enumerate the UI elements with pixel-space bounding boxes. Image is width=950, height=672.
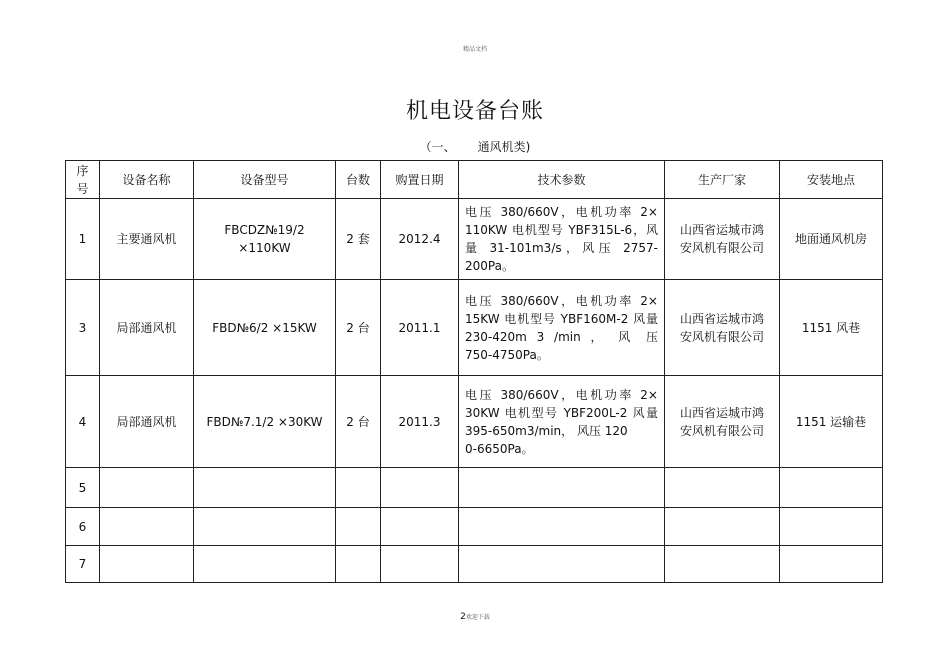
cell-serial: 6: [66, 508, 100, 546]
table-row: [66, 280, 883, 376]
cell-empty: [780, 468, 883, 508]
section-title: [0, 138, 950, 155]
maker-line: 安风机有限公司: [679, 423, 764, 438]
cell-empty: [381, 508, 459, 546]
cell-location: 地面通风机房: [780, 199, 883, 280]
section-index: （一、: [419, 140, 456, 154]
column-header-qty: 台数: [336, 161, 381, 199]
page-footer: [0, 612, 950, 622]
section-name: 通风机类): [477, 140, 531, 154]
cell-empty: [665, 546, 780, 583]
cell-tech: [459, 199, 665, 280]
table-row: [66, 199, 883, 280]
cell-qty: 2 台: [336, 376, 381, 468]
cell-serial: 7: [66, 546, 100, 583]
column-header-serial-line: 序: [76, 163, 89, 178]
cell-empty: [100, 546, 194, 583]
table-row: [66, 546, 883, 583]
tech-line: 电压 380/660V，电机功率 2×: [465, 387, 658, 402]
cell-empty: [459, 546, 665, 583]
cell-empty: [381, 468, 459, 508]
cell-empty: [780, 546, 883, 583]
tech-line: 电压 380/660V，电机功率 2×: [465, 293, 658, 308]
cell-empty: [665, 468, 780, 508]
cell-empty: [665, 508, 780, 546]
tech-line: 量 31-101m3/s，风压 2757-200Pa。: [465, 241, 658, 273]
cell-serial: 5: [66, 468, 100, 508]
cell-qty: 2 台: [336, 280, 381, 376]
column-header-maker: 生产厂家: [665, 161, 780, 199]
cell-date: 2011.3: [381, 376, 459, 468]
cell-maker: [665, 199, 780, 280]
cell-maker: [665, 280, 780, 376]
cell-name: 局部通风机: [100, 280, 194, 376]
cell-maker: [665, 376, 780, 468]
cell-serial: 4: [66, 376, 100, 468]
column-header-location: 安装地点: [780, 161, 883, 199]
table-row: [66, 508, 883, 546]
cell-model: FBD№7.1/2 ×30KW: [194, 376, 336, 468]
cell-empty: [194, 508, 336, 546]
column-header-serial-line: 号: [76, 181, 89, 196]
maker-line: 山西省运城市鸿: [679, 405, 764, 420]
cell-name: 主要通风机: [100, 199, 194, 280]
cell-empty: [194, 546, 336, 583]
tech-line: 0-6650Pa。: [465, 441, 534, 456]
tech-line: 30KW 电机型号 YBF200L-2 风量: [465, 405, 658, 420]
cell-date: 2012.4: [381, 199, 459, 280]
maker-line: 山西省运城市鸿: [679, 311, 764, 326]
cell-model: FBD№6/2 ×15KW: [194, 280, 336, 376]
cell-qty: 2 套: [336, 199, 381, 280]
cell-tech: [459, 376, 665, 468]
cell-empty: [100, 508, 194, 546]
tech-line: 110KW 电机型号 YBF315L-6，风: [465, 223, 658, 237]
cell-empty: [780, 508, 883, 546]
cell-empty: [336, 508, 381, 546]
cell-empty: [194, 468, 336, 508]
table-row: [66, 468, 883, 508]
header-note: 精品文档: [462, 46, 487, 53]
footer-note: 欢迎下载: [465, 614, 490, 621]
cell-serial: 3: [66, 280, 100, 376]
tech-line: 15KW 电机型号 YBF160M-2 风量: [465, 311, 658, 326]
cell-empty: [336, 468, 381, 508]
page-number: 2: [460, 612, 466, 622]
equipment-ledger-table: [65, 160, 883, 583]
column-header-tech: 技术参数: [459, 161, 665, 199]
maker-line: 山西省运城市鸿: [679, 223, 764, 237]
table-row: [66, 376, 883, 468]
tech-line: 395-650m3/min， 风压 120: [465, 423, 628, 438]
cell-location: 1151 风巷: [780, 280, 883, 376]
cell-model: FBCDZ№19/2 ×110KW: [194, 199, 336, 280]
column-header-model: 设备型号: [194, 161, 336, 199]
column-header-serial: [66, 161, 100, 199]
cell-serial: 1: [66, 199, 100, 280]
cell-tech: [459, 280, 665, 376]
cell-empty: [100, 468, 194, 508]
cell-name: 局部通风机: [100, 376, 194, 468]
cell-empty: [459, 508, 665, 546]
maker-line: 安风机有限公司: [679, 329, 764, 344]
tech-line: 电压 380/660V，电机功率 2×: [465, 205, 658, 219]
tech-line: 750-4750Pa。: [465, 347, 549, 362]
cell-location: 1151 运输巷: [780, 376, 883, 468]
cell-empty: [336, 546, 381, 583]
table-header-row: [66, 161, 883, 199]
column-header-name: 设备名称: [100, 161, 194, 199]
cell-empty: [381, 546, 459, 583]
maker-line: 安风机有限公司: [679, 241, 764, 255]
cell-date: 2011.1: [381, 280, 459, 376]
tech-line: 230-420m 3 /min ， 风 压: [465, 329, 658, 344]
cell-empty: [459, 468, 665, 508]
column-header-date: 购置日期: [381, 161, 459, 199]
document-title: 机电设备台账: [405, 99, 544, 124]
